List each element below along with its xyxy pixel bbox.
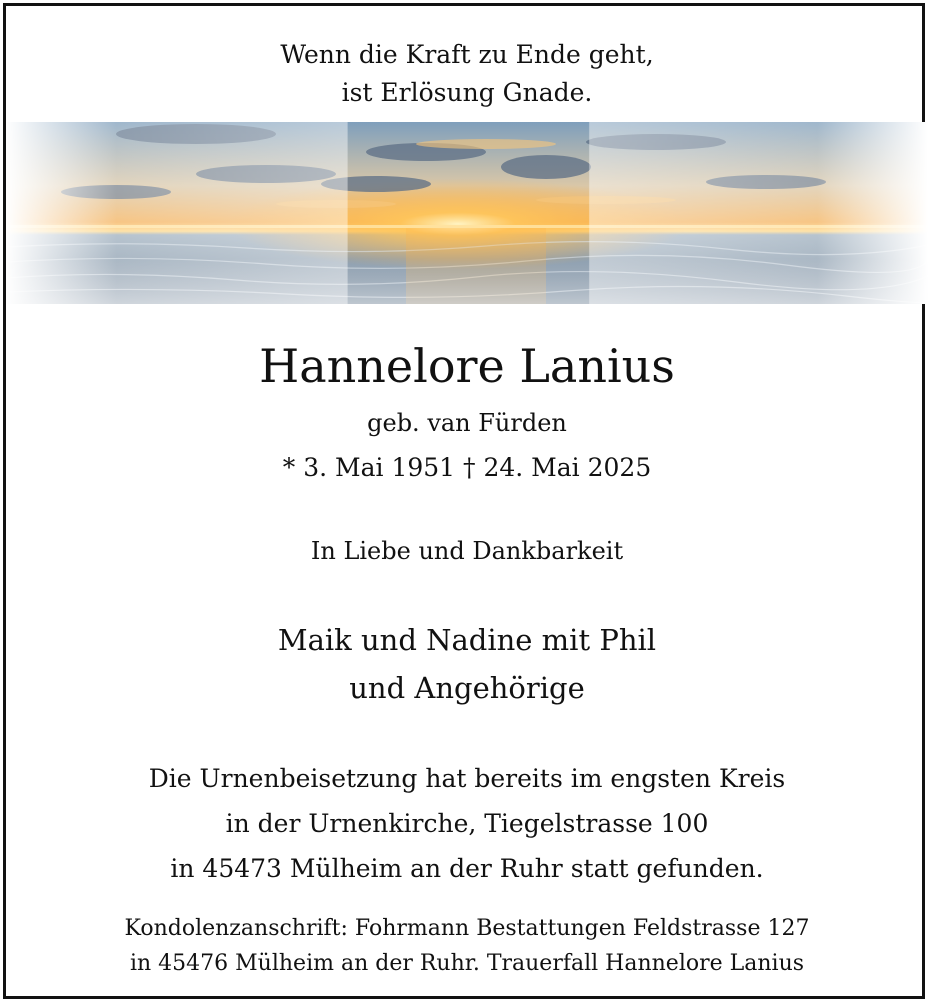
family-line-2: und Angehörige — [349, 671, 585, 705]
burial-notice — [6, 756, 928, 891]
burial-line-1: Die Urnenbeisetzung hat bereits im engsten Kreis — [148, 764, 786, 793]
motto-line-2: ist Erlösung Gnade. — [341, 78, 593, 107]
family-names — [6, 616, 928, 712]
obituary-frame — [3, 3, 925, 999]
condolence-line-1: Kondolenzanschrift: Fohrmann Bestattungen Feldstrasse 127 — [124, 916, 810, 941]
sunset-over-sea-image — [6, 122, 928, 304]
burial-line-3: in 45473 Mülheim an der Ruhr statt gefunden. — [170, 854, 764, 883]
motto-line-1: Wenn die Kraft zu Ende geht, — [280, 40, 654, 69]
dedication: In Liebe und Dankbarkeit — [310, 537, 624, 565]
birth-name: geb. van Fürden — [367, 409, 567, 437]
burial-line-2: in der Urnenkirche, Tiegelstrasse 100 — [225, 809, 709, 838]
life-dates: * 3. Mai 1951 † 24. Mai 2025 — [282, 453, 652, 482]
condolence-line-2: in 45476 Mülheim an der Ruhr. Trauerfall Hannelore Lanius — [129, 951, 805, 976]
motto — [6, 36, 928, 112]
family-line-1: Maik und Nadine mit Phil — [277, 623, 657, 657]
condolence-address — [6, 911, 928, 981]
deceased-name: Hannelore Lanius — [259, 339, 675, 393]
banner-svg — [6, 122, 928, 304]
